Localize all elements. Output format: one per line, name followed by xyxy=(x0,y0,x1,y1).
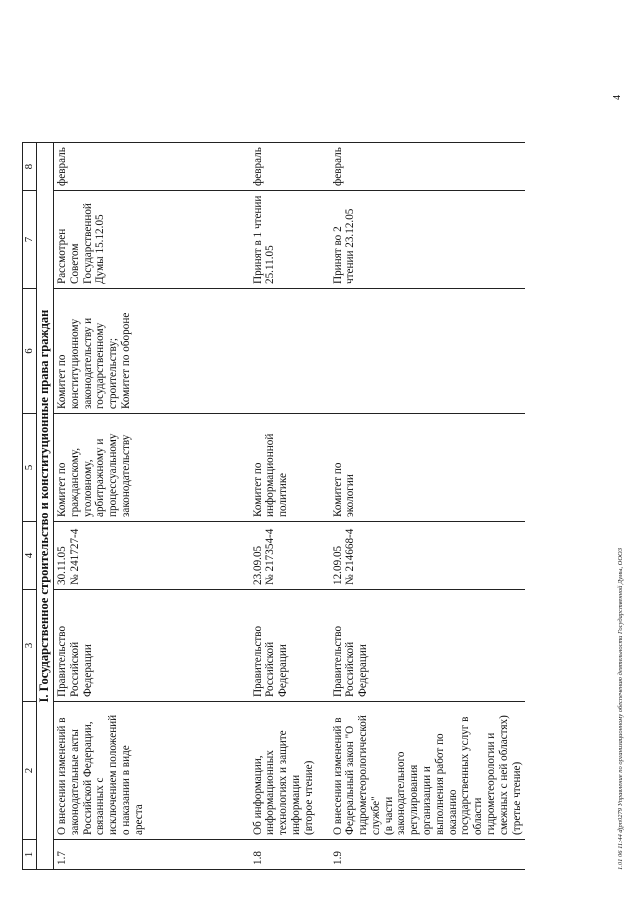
registration: 23.09.05 № 217354-4 xyxy=(250,522,330,590)
column-number: 3 xyxy=(23,590,37,702)
responsible-committee: Комитет по экологии xyxy=(330,414,526,522)
footer-note: 1.01 06 11:44 djpn0279 Управление по организационному обеспечению деятельности Государственной Думы, ООО3 xyxy=(617,548,624,870)
row-number: 1.8 xyxy=(250,840,330,870)
month: февраль xyxy=(330,143,526,191)
bill-initiator: Правительство Российской Федерации xyxy=(250,590,330,702)
responsible-committee: Комитет по информационной политике xyxy=(250,414,330,522)
registration: 12.09.05 № 214668-4 xyxy=(330,522,526,590)
table-row xyxy=(54,143,250,870)
bill-initiator: Правительство Российской Федерации xyxy=(330,590,526,702)
section-heading-row xyxy=(37,143,54,870)
bill-status: Принят в 1 чтении 25.11.05 xyxy=(250,191,330,289)
bill-status: Рассмотрен Советом Государственной Думы 15.12.05 xyxy=(54,191,250,289)
table-row xyxy=(250,143,330,870)
month: февраль xyxy=(54,143,250,191)
column-number: 5 xyxy=(23,414,37,522)
bill-title: О внесении изменений в законодательные акты Российской Федерации, связанных с исключением положений о наказании в виде ареста xyxy=(54,702,250,840)
column-number: 6 xyxy=(23,289,37,414)
column-number: 2 xyxy=(23,702,37,840)
bill-status: Принят во 2 чтении 23.12.05 xyxy=(330,191,526,289)
registration: 30.11.05 № 241727-4 xyxy=(54,522,250,590)
column-number: 8 xyxy=(23,143,37,191)
bill-title: Об информации, информационных технологиях и защите информации (второе чтение) xyxy=(250,702,330,840)
row-number: 1.9 xyxy=(330,840,526,870)
column-number: 1 xyxy=(23,840,37,870)
co-committees xyxy=(250,289,330,414)
co-committees xyxy=(330,289,526,414)
month: февраль xyxy=(250,143,330,191)
co-committees: Комитет по конституционному законодательству и государственному строительству; Комитет по обороне xyxy=(54,289,250,414)
row-number: 1.7 xyxy=(54,840,250,870)
table-row xyxy=(330,143,526,870)
page-number: 4 xyxy=(612,95,623,100)
column-numbers-row xyxy=(23,143,37,870)
responsible-committee: Комитет по гражданскому, уголовному, арбитражному и процессуальному законодательству xyxy=(54,414,250,522)
bill-title: О внесении изменений в Федеральный закон "О гидрометеорологической службе" (в части законодательного регулирования организации и выполнения работ по оказанию государственных услуг в области гидрометеорологии и смежных с ней областях) (третье чтение) xyxy=(330,702,526,840)
section-title: I. Государственное строительство и конституционные права граждан xyxy=(37,143,54,870)
column-number: 7 xyxy=(23,191,37,289)
column-number: 4 xyxy=(23,522,37,590)
plan-table xyxy=(22,142,525,870)
bill-initiator: Правительство Российской Федерации xyxy=(54,590,250,702)
